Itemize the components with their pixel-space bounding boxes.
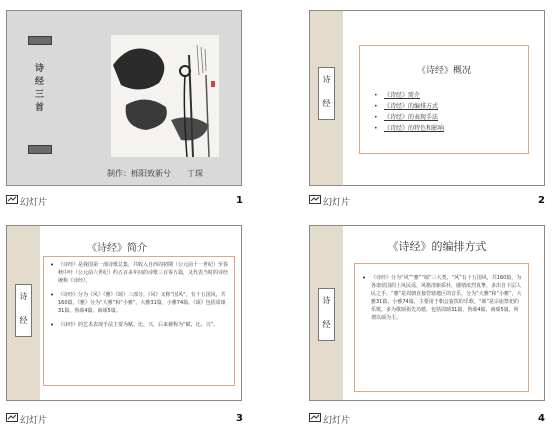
slide-footer-label: 幻灯片 xyxy=(20,198,48,208)
decorative-bar-top xyxy=(28,36,52,45)
slide-title: 《诗经》概况 xyxy=(416,66,471,76)
slide-icon xyxy=(6,413,18,422)
slide-number: 2 xyxy=(538,195,545,206)
topic-link[interactable]: • 《诗经》简介 xyxy=(374,90,444,101)
slide-thumbnail-4[interactable] xyxy=(309,225,545,401)
author-credit: 制作：栎阳致新兮 丁琛 xyxy=(107,169,203,178)
decorative-bar-bottom xyxy=(28,145,52,154)
vertical-tab: 诗 经 xyxy=(318,67,335,120)
slide-footer-label: 幻灯片 xyxy=(323,198,351,208)
slide-number: 1 xyxy=(236,195,243,206)
slide-footer-label: 幻灯片 xyxy=(20,416,48,426)
slide-thumbnail-3[interactable] xyxy=(6,225,242,401)
slide-icon xyxy=(6,195,18,204)
content-card xyxy=(354,263,529,392)
content-card xyxy=(359,45,529,154)
slide-icon xyxy=(309,413,321,422)
paragraph: • 《诗经》的艺术表现手法主要为赋、比、兴，后来被称为“赋、比、兴”。 xyxy=(58,321,228,329)
paragraph: • 《诗经》分为“风”“雅”“颂”三大类。“风”有十五国风，共160篇，为各诸侯国的土风民谣，风格清新质朴，感情浓烈真挚，多出自下层人民之手。“雅”是周朝直接管辖地区的音乐，分为“大雅”和“小雅”，大雅31篇，小雅74篇，主要用于朝会宴饮的乐歌。“颂”是宗庙祭祀的乐歌，多为歌颂祖先功德，包括周颂31篇、鲁颂4篇、商颂5篇，所谓以颂为主。 xyxy=(371,274,522,322)
vertical-tab: 诗 经 xyxy=(15,284,32,337)
slide-title: 《诗经》简介 xyxy=(87,243,147,254)
slide-thumbnail-1[interactable] xyxy=(6,10,242,186)
topic-link[interactable]: • 《诗经》的表现手法 xyxy=(374,112,444,123)
vertical-tab: 诗 经 xyxy=(318,288,335,341)
content-card xyxy=(43,256,235,386)
slide-icon xyxy=(309,195,321,204)
slide-number: 3 xyxy=(236,413,243,424)
slide-thumbnail-2[interactable] xyxy=(309,10,545,186)
ink-painting-image xyxy=(111,35,219,157)
slide-number: 4 xyxy=(538,413,545,424)
slide-footer-label: 幻灯片 xyxy=(323,416,351,426)
paragraph: • 《诗经》是我国第一部诗歌总集，共收入自西周初期（公元前十一世纪）至春秋中叶（公元前六世纪）约五百多年间的诗歌三百零五篇，又代表当时的诗经统称《诗经》。 xyxy=(58,261,228,285)
topic-list xyxy=(374,90,444,134)
slide-title: 《诗经》的编排方式 xyxy=(387,240,487,253)
topic-link[interactable]: • 《诗经》的编排方式 xyxy=(374,101,444,112)
paragraph: • 《诗经》分为《风》《雅》《颂》三部分。《风》又称“国风”，有十五国风，共160篇。《雅》分为“大雅”和“小雅”，大雅31篇，小雅74篇。《颂》包括周颂31篇、鲁颂4篇、商颂5篇。 xyxy=(58,291,228,315)
topic-link[interactable]: • 《诗经》的特色和影响 xyxy=(374,123,444,134)
vertical-title: 诗经三首 xyxy=(34,64,45,113)
